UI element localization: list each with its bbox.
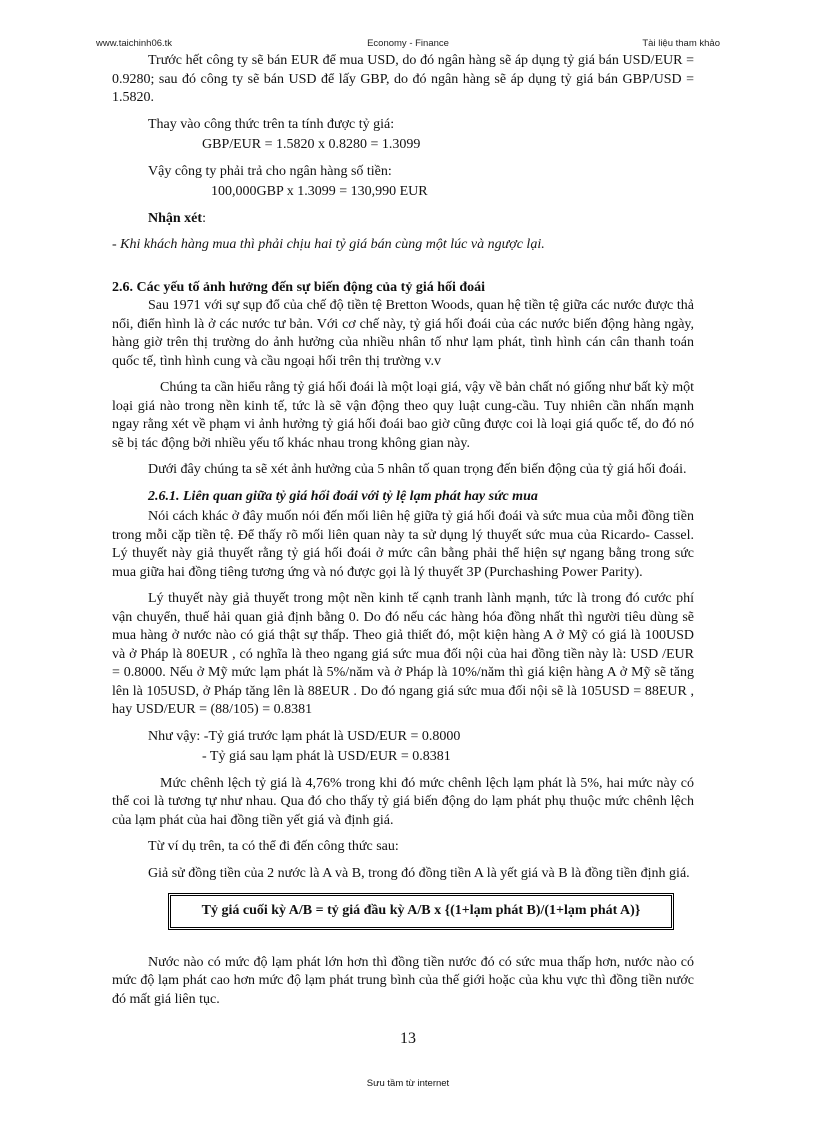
section-heading-2-6: 2.6. Các yếu tố ảnh hưởng đến sự biến động của tỷ giá hối đoái	[112, 279, 486, 295]
header-category: Economy - Finance	[367, 38, 449, 49]
paragraph: Thay vào công thức trên ta tính được tỷ giá:	[148, 116, 395, 132]
paragraph: Mức chênh lệch tỷ giá là 4,76% trong khi đó mức chênh lệch lạm phát là 5%, hai mức này có thể coi là tương tự như nhau. Qua đó cho thấy tỷ giá biến động do lạm phát phụ thuộc mức chênh lệch của lạm phát của hai đồng tiền yết giá và định giá.	[112, 775, 694, 828]
paragraph: Sau 1971 với sự sụp đổ của chế độ tiền tệ Bretton Woods, quan hệ tiền tệ giữa các nước được thả nổi, điển hình là ở các nước tư bản. Với cơ chế này, tỷ giá hối đoái của các nước biến động hàng ngày, hàng giờ trên thị trường do ảnh hưởng của nhiều nhân tố như lạm phát, tình hình cán cân thanh toán quốc tế, tình hình cung và cầu ngoại hối trên thị trường v.v	[112, 298, 694, 369]
footer-source: Sưu tầm từ internet	[366, 1078, 450, 1089]
paragraph: Trước hết công ty sẽ bán EUR để mua USD, do đó ngân hàng sẽ áp dụng tỷ giá bán USD/EUR = 0.9280; sau đó công ty sẽ bán USD để lấy GBP, do đó ngân hàng sẽ áp dụng tỷ giá bán GBP/USD = 1.5820.	[112, 53, 694, 105]
formula-line: 100,000GBP x 1.3099 = 130,990 EUR	[211, 184, 428, 199]
paragraph: Từ ví dụ trên, ta có thể đi đến công thức sau:	[148, 839, 399, 854]
note-text	[112, 236, 694, 255]
paragraph: Nói cách khác ở đây muốn nói đến mối liên hệ giữa tỷ giá hối đoái và sức mua của mỗi đồng tiền trong mỗi cặp tiền tệ. Để thấy rõ mối liên quan này ta sử dụng lý thuyết sức mua của Ricardo- Cassel. Lý thuyết này giả thuyết rằng tỷ giá hối đoái ở mức cân bằng phải thể hiện sự ngang bằng trong sức mua giữa hai đồng tiêng tương ứng và nó được gọi là lý thuyết 3P (Purchashing Power Parity).	[112, 509, 694, 580]
paragraph: - Tỷ giá sau lạm phát là USD/EUR = 0.8381	[202, 749, 451, 764]
note-heading	[112, 210, 694, 229]
header-doc-type: Tài liệu tham khảo	[642, 38, 720, 49]
paragraph: Dưới đây chúng ta sẽ xét ảnh hưởng của 5 nhân tố quan trọng đến biến động của tỷ giá hối đoái.	[148, 462, 687, 477]
paragraph: Nước nào có mức độ lạm phát lớn hơn thì đồng tiền nước đó có sức mua thấp hơn, nước nào có mức độ lạm phát cao hơn mức độ lạm phát trung bình của thế giới hoặc của khu vực thì đồng tiền nước đó mất giá liên tục.	[112, 954, 694, 1007]
paragraph: Vậy công ty phải trả cho ngân hàng số tiền:	[148, 163, 392, 179]
page-number: 13	[400, 1030, 416, 1047]
header-website: www.taichinh06.tk	[96, 38, 173, 49]
page-content	[112, 52, 694, 1011]
note-colon: :	[202, 210, 206, 226]
paragraph: Giả sử đồng tiền của 2 nước là A và B, trong đó đồng tiền A là yết giá và B là đồng tiền định giá.	[148, 865, 690, 881]
paragraph: Chúng ta cần hiểu rằng tỷ giá hối đoái là một loại giá, vậy về bản chất nó giống như bất kỳ một loại giá nào trong nền kinh tế, tức là sẽ vận động theo quy luật cung-cầu. Tuy nhiên cần nhấn mạnh ngay rằng xét về phạm vi ảnh hưởng tỷ giá hối đoái bao giờ cũng được coi là loại giá quốc tế, do đó nó sẽ bị tác động bởi nhiều yếu tố khác nhau trong không gian này.	[112, 380, 694, 451]
note-title: Nhận xét	[148, 210, 203, 226]
section-heading-2-6-1: 2.6.1. Liên quan giữa tỷ giá hối đoái với tỷ lệ lạm phát hay sức mua	[148, 488, 538, 504]
formula-line: GBP/EUR = 1.5820 x 0.8280 = 1.3099	[202, 137, 421, 152]
paragraph: Như vậy: -Tỷ giá trước lạm phát là USD/EUR = 0.8000	[148, 728, 461, 744]
paragraph: Lý thuyết này giả thuyết trong một nền kinh tế cạnh tranh lành mạnh, tức là trong đó cước phí vận chuyển, thuế hải quan giả định bằng 0. Do đó nếu các hàng hóa đồng nhất thì người tiêu dùng sẽ mua hàng ở nước nào có giá thật sự thấp. Theo giả thiết đó, một kiện hàng A ở Mỹ có giá là 100USD và ở Pháp là 80EUR , có nghĩa là theo ngang giá sức mua đối nội của hai đồng tiền này là: USD /EUR = 0.8000. Nếu ở Mỹ mức lạm phát là 5%/năm và ở Pháp là 10%/năm thì giá kiện hàng A ở Mỹ sẽ tăng lên là 105USD, ở Pháp tăng lên là 88EUR . Do đó ngang giá sức mua đối nội sẽ là 105USD = 88EUR , hay USD/EUR = (88/105) = 0.8381	[112, 591, 694, 717]
note-italic: - Khi khách hàng mua thì phải chịu hai tỷ giá bán cùng một lúc và ngược lại.	[112, 237, 545, 252]
formula-box: Tỷ giá cuối kỳ A/B = tỷ giá đầu kỳ A/B x {(1+lạm phát B)/(1+lạm phát A)}	[168, 893, 674, 930]
